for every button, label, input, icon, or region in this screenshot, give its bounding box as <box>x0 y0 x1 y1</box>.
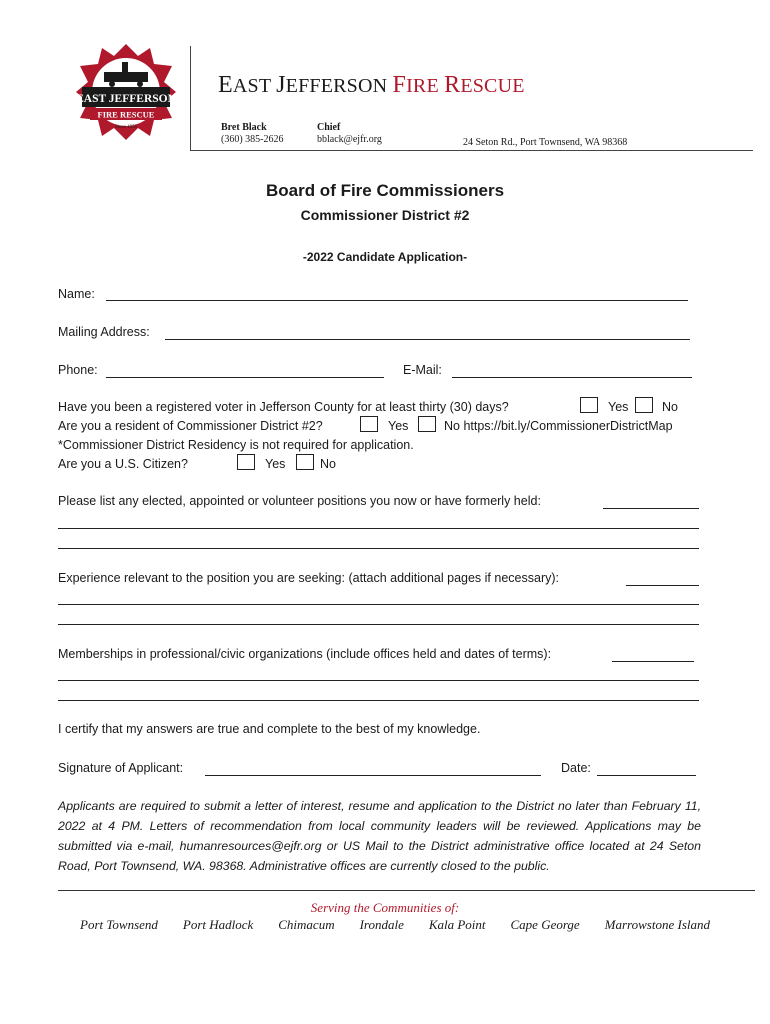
resident-yes-checkbox[interactable] <box>360 416 378 432</box>
positions-field-line-2[interactable] <box>58 528 699 529</box>
header-divider-vertical <box>190 46 191 150</box>
voter-yes-label: Yes <box>608 400 629 414</box>
citizen-question: Are you a U.S. Citizen? <box>58 457 188 471</box>
date-field[interactable] <box>597 775 696 776</box>
memberships-prompt: Memberships in professional/civic organizations (include offices held and dates of terms): <box>58 647 552 661</box>
community-item: Cape George <box>510 917 580 932</box>
voter-no-checkbox[interactable] <box>635 397 653 413</box>
mailing-address-field[interactable] <box>165 339 690 340</box>
footer-divider <box>58 890 755 891</box>
positions-prompt: Please list any elected, appointed or volunteer positions you now or have formerly held: <box>58 494 541 508</box>
positions-field-inline[interactable] <box>603 508 699 509</box>
header-address: 24 Seton Rd., Port Townsend, WA 98368 <box>463 137 628 148</box>
form-heading: -2022 Candidate Application- <box>302 250 468 264</box>
phone-field[interactable] <box>106 377 384 378</box>
contact-chief-name: Bret Black (360) 385-2626 <box>221 122 284 145</box>
community-item: Irondale <box>359 917 404 932</box>
serving-communities-heading: Serving the Communities of: <box>310 900 460 915</box>
header-divider-horizontal <box>190 150 753 151</box>
form-subtitle: Commissioner District #2 <box>300 207 470 223</box>
memberships-field-inline[interactable] <box>612 661 694 662</box>
experience-prompt: Experience relevant to the position you are seeking: (attach additional pages if necessary): <box>58 571 559 585</box>
community-item: Port Hadlock <box>182 917 254 932</box>
experience-field-inline[interactable] <box>626 585 699 586</box>
date-label: Date: <box>561 761 591 775</box>
signature-field[interactable] <box>205 775 541 776</box>
community-item: Marrowstone Island <box>604 917 710 932</box>
voter-no-label: No <box>662 400 678 414</box>
name-field[interactable] <box>106 300 688 301</box>
certify-statement: I certify that my answers are true and complete to the best of my knowledge. <box>58 722 481 736</box>
form-title: Board of Fire Commissioners <box>265 181 505 200</box>
svg-text:FIRE RESCUE: FIRE RESCUE <box>97 109 155 120</box>
community-item: Port Townsend <box>80 917 158 932</box>
contact-chief-email: Chief bblack@ejfr.org <box>317 122 382 145</box>
ejfr-logo <box>74 42 178 142</box>
citizen-no-checkbox[interactable] <box>296 454 314 470</box>
submission-notice: Applicants are required to submit a letter of interest, resume and application to the District no later than February 11, 2022 at 4 PM. Letters of recommendation from local community leaders will be reviewed. Applications may be submitted via e-mail, humanresources@ejfr.org or US Mail to the District administrative office located at 24 Seton Road, Port Townsend, WA. 98368. Administrative offices are currently closed to the public. <box>58 799 701 873</box>
citizen-yes-label: Yes <box>265 457 286 471</box>
voter-question: Have you been a registered voter in Jefferson County for at least thirty (30) days? <box>58 400 509 414</box>
resident-question: Are you a resident of Commissioner District #2? <box>58 419 323 433</box>
resident-no-label: No https://bit.ly/CommissionerDistrictMap <box>444 419 673 433</box>
voter-yes-checkbox[interactable] <box>580 397 598 413</box>
residency-note: *Commissioner District Residency is not required for application. <box>58 438 414 452</box>
resident-no-checkbox[interactable] <box>418 416 436 432</box>
svg-text:Since 1955: Since 1955 <box>114 125 138 130</box>
community-item: Chimacum <box>278 917 335 932</box>
name-label: Name: <box>58 287 95 301</box>
svg-text:EAST JEFFERSON: EAST JEFFERSON <box>76 93 176 105</box>
community-item: Kala Point <box>428 917 486 932</box>
experience-field-line-2[interactable] <box>58 604 699 605</box>
positions-field-line-3[interactable] <box>58 548 699 549</box>
resident-yes-label: Yes <box>388 419 409 433</box>
email-label: E-Mail: <box>403 363 442 377</box>
citizen-no-label: No <box>320 457 336 471</box>
experience-field-line-3[interactable] <box>58 624 699 625</box>
mailing-address-label: Mailing Address: <box>58 325 150 339</box>
email-field[interactable] <box>452 377 692 378</box>
citizen-yes-checkbox[interactable] <box>237 454 255 470</box>
signature-label: Signature of Applicant: <box>58 761 184 775</box>
organization-name: EAST JEFFERSON FIRE RESCUE <box>218 72 525 98</box>
phone-label: Phone: <box>58 363 98 377</box>
memberships-field-line-2[interactable] <box>58 680 699 681</box>
communities-list <box>80 917 710 933</box>
memberships-field-line-3[interactable] <box>58 700 699 701</box>
